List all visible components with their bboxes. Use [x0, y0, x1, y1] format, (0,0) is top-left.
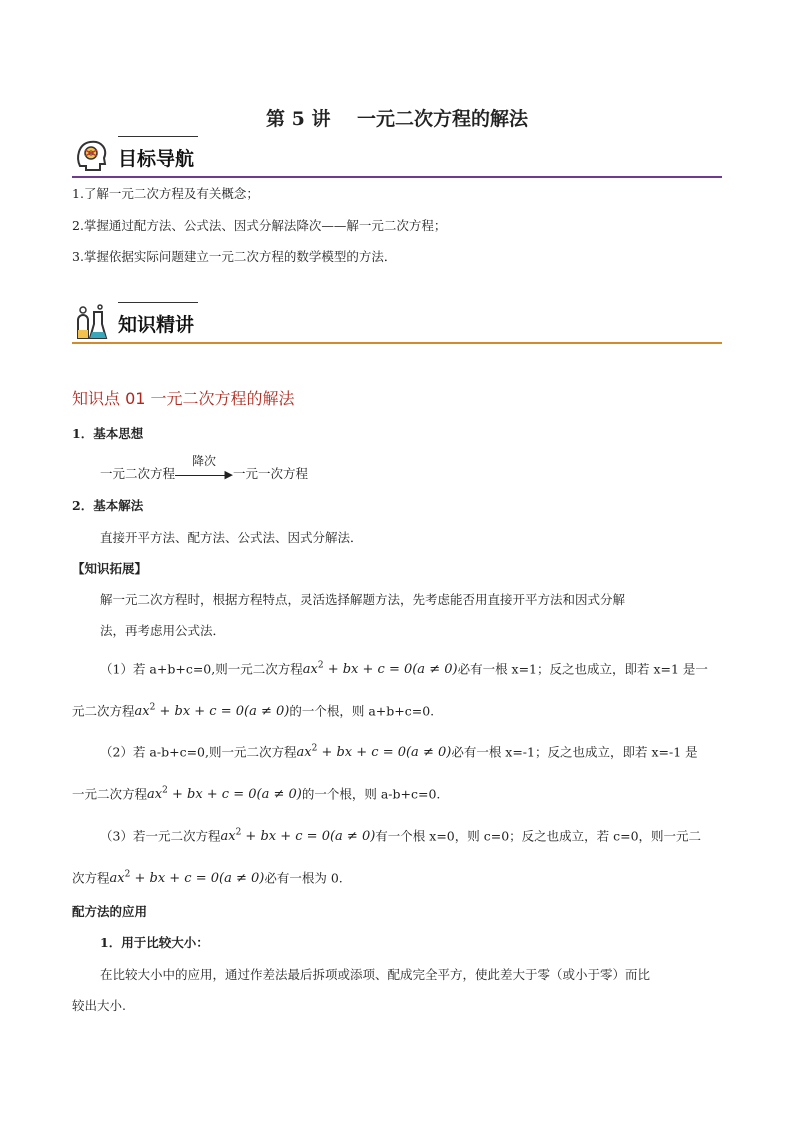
flow-arrow-label: 降次	[192, 453, 217, 468]
section-top-line	[118, 136, 198, 137]
section-top-line	[118, 302, 198, 303]
brain-gear-icon	[72, 136, 112, 176]
subheading-basic-idea: 1．基本思想	[72, 426, 144, 441]
equation: $ax^2$ + bx + c = 0(a ≠ 0)	[134, 703, 290, 720]
compare-paragraph-line2: 较出大小.	[72, 998, 126, 1013]
section-header-goals	[72, 136, 722, 178]
equation: $ax^2$ + bx + c = 0(a ≠ 0)	[296, 744, 452, 761]
section-header-knowledge	[72, 302, 722, 344]
equation: $ax^2$ + bx + c = 0(a ≠ 0)	[109, 870, 265, 887]
rule-item-1-line1: （1）若 a+b+c=0,则一元二次方程$ax^2$ + bx + c = 0(a ≠ 0)必有一根 x=1；反之也成立，即若 x=1 是一	[100, 661, 708, 678]
rule-item-3-line1: （3）若一元二次方程$ax^2$ + bx + c = 0(a ≠ 0)有一个根 x=0，则 c=0；反之也成立，若 c=0，则一元二	[100, 828, 702, 845]
compare-paragraph-line1: 在比较大小中的应用，通过作差法最后拆项或添项、配成完全平方，使此差大于零（或小于零）而比	[100, 967, 651, 982]
extension-paragraph-line2: 法，再考虑用公式法．	[100, 623, 226, 638]
knowledge-point-heading: 知识点 01 一元二次方程的解法	[72, 389, 295, 408]
goal-item-2: 2.掌握通过配方法、公式法、因式分解法降次——解一元二次方程；	[72, 218, 447, 233]
section-title-knowledge: 知识精讲	[118, 314, 195, 336]
rule-item-2-line1: （2）若 a-b+c=0,则一元二次方程$ax^2$ + bx + c = 0(a ≠ 0)必有一根 x=-1；反之也成立，即若 x=-1 是	[100, 744, 698, 761]
flow-right: 一元一次方程	[233, 466, 309, 481]
equation: $ax^2$ + bx + c = 0(a ≠ 0)	[302, 661, 458, 678]
equation: $ax^2$ + bx + c = 0(a ≠ 0)	[220, 828, 376, 845]
subheading-completing-square: 配方法的应用	[72, 904, 148, 919]
rule-item-1-line2: 元二次方程$ax^2$ + bx + c = 0(a ≠ 0)的一个根，则 a+b+c=0.	[72, 703, 435, 720]
arrow-right-icon: ▶	[224, 467, 234, 481]
flow-left: 一元二次方程	[100, 466, 176, 481]
subheading-compare-size: 1．用于比较大小：	[100, 935, 209, 950]
flow-arrow	[175, 453, 234, 482]
section-title-goals: 目标导航	[118, 148, 195, 170]
rule-item-2-line2: 一元二次方程$ax^2$ + bx + c = 0(a ≠ 0)的一个根，则 a-b+c=0.	[72, 786, 441, 803]
flow-row	[100, 453, 309, 482]
rule-item-3-line2: 次方程$ax^2$ + bx + c = 0(a ≠ 0)必有一根为 0.	[72, 870, 343, 887]
equation: $ax^2$ + bx + c = 0(a ≠ 0)	[147, 786, 302, 803]
page-title: 第 5 讲 一元二次方程的解法	[266, 108, 528, 130]
extension-paragraph-line1: 解一元二次方程时，根据方程特点，灵活选择解题方法，先考虑能否用直接开平方法和因式分解	[100, 592, 626, 607]
subheading-basic-methods: 2．基本解法	[72, 498, 144, 513]
methods-text: 直接开平方法、配方法、公式法、因式分解法．	[100, 530, 363, 545]
section-rule	[72, 342, 722, 344]
goal-item-1: 1.了解一元二次方程及有关概念；	[72, 186, 259, 201]
goal-item-3: 3.掌握依据实际问题建立一元二次方程的数学模型的方法．	[72, 249, 397, 264]
extension-label: 【知识拓展】	[72, 561, 148, 576]
lab-flask-icon	[72, 302, 112, 342]
section-rule	[72, 176, 722, 178]
